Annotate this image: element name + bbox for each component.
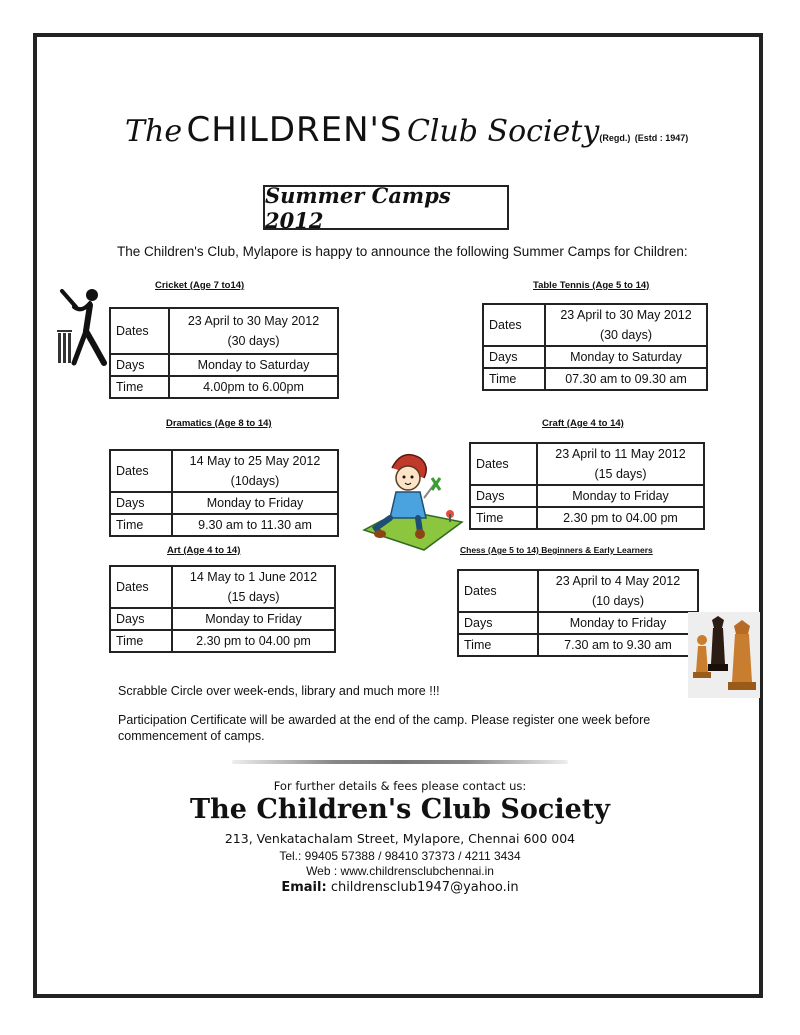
divider-line <box>232 760 568 764</box>
cricket-caption: Cricket (Age 7 to14) <box>155 280 245 291</box>
dates-text: 23 April to 4 May 2012 <box>555 574 681 588</box>
table-row <box>110 354 338 376</box>
table-row <box>110 492 338 514</box>
table-row <box>110 566 335 608</box>
email-line <box>0 880 800 895</box>
email-link[interactable]: childrensclub1947@yahoo.in <box>330 880 519 895</box>
dates-label: Dates <box>458 570 538 612</box>
table-row <box>483 368 707 390</box>
table-tennis-table <box>482 303 708 391</box>
table-row <box>110 308 338 354</box>
days-value: Monday to Saturday <box>545 346 707 368</box>
dates-value <box>545 304 707 346</box>
intro-text: The Children's Club, Mylapore is happy to announce the following Summer Camps for Children: <box>117 244 688 259</box>
days-label: Days <box>110 354 169 376</box>
table-row <box>110 514 338 536</box>
dates-label: Dates <box>470 443 537 485</box>
org-name: The Children's Club Society <box>190 794 610 825</box>
email-label: Email: <box>281 880 327 895</box>
time-label: Time <box>110 514 172 536</box>
days-label: Days <box>110 608 172 630</box>
time-label: Time <box>458 634 538 656</box>
dates-duration: (30 days) <box>599 328 653 342</box>
days-value: Monday to Saturday <box>169 354 338 376</box>
dramatics-table <box>109 449 339 537</box>
time-value: 7.30 am to 9.30 am <box>538 634 698 656</box>
art-table <box>109 565 336 653</box>
table-row <box>470 485 704 507</box>
logo-club-society: Club Society <box>406 114 600 149</box>
art-caption: Art (Age 4 to 14) <box>167 545 241 556</box>
time-label: Time <box>110 630 172 652</box>
address: 213, Venkatachalam Street, Mylapore, Chennai 600 004 <box>224 831 576 846</box>
cricket-table <box>109 307 339 399</box>
table-row <box>110 608 335 630</box>
days-value: Monday to Friday <box>172 608 335 630</box>
days-value: Monday to Friday <box>538 612 698 634</box>
chess-caption: Chess (Age 5 to 14) Beginners & Early Learners <box>460 545 653 555</box>
logo-the: The <box>125 114 183 149</box>
table-row <box>458 634 698 656</box>
dates-text: 14 May to 25 May 2012 <box>189 454 321 468</box>
table-row <box>470 443 704 485</box>
table-tennis-caption: Table Tennis (Age 5 to 14) <box>533 280 650 291</box>
club-logo <box>125 110 689 160</box>
chess-table <box>457 569 699 657</box>
chess-pieces-icon <box>688 612 760 698</box>
dates-value <box>169 308 338 354</box>
dates-label: Dates <box>483 304 545 346</box>
estd-label: (Estd : 1947) <box>634 133 689 143</box>
table-row <box>483 346 707 368</box>
dates-label: Dates <box>110 566 172 608</box>
days-label: Days <box>458 612 538 634</box>
table-row <box>110 376 338 398</box>
dramatics-caption: Dramatics (Age 8 to 14) <box>166 418 272 429</box>
dates-text: 23 April to 30 May 2012 <box>560 308 692 322</box>
dates-duration: (15 days) <box>594 467 647 481</box>
days-label: Days <box>483 346 545 368</box>
time-label: Time <box>110 376 169 398</box>
dates-duration: (10days) <box>230 474 280 488</box>
time-label: Time <box>483 368 545 390</box>
time-label: Time <box>470 507 537 529</box>
time-value: 9.30 am to 11.30 am <box>172 514 338 536</box>
certificate-note: Participation Certificate will be awarded at the end of the camp. Please register one week before commencement of camps. <box>118 713 651 743</box>
dates-text: 14 May to 1 June 2012 <box>189 570 318 584</box>
website[interactable]: Web : www.childrensclubchennai.in <box>306 864 494 878</box>
time-value: 4.00pm to 6.00pm <box>169 376 338 398</box>
contact-line: For further details & fees please contact us: <box>273 779 527 793</box>
dates-value <box>172 566 335 608</box>
logo-childrens: CHILDREN'S <box>186 110 403 150</box>
table-row <box>458 612 698 634</box>
time-value: 07.30 am to 09.30 am <box>545 368 707 390</box>
dates-label: Dates <box>110 308 169 354</box>
days-label: Days <box>110 492 172 514</box>
dates-text: 23 April to 11 May 2012 <box>555 447 686 461</box>
regd-label: (Regd.) <box>599 133 631 143</box>
girl-crafting-icon <box>362 448 467 553</box>
dates-text: 23 April to 30 May 2012 <box>187 314 320 328</box>
table-row <box>470 507 704 529</box>
phone-numbers: Tel.: 99405 57388 / 98410 37373 / 4211 3434 <box>279 849 521 863</box>
scrabble-note: Scrabble Circle over week-ends, library and much more !!! <box>118 684 440 698</box>
dates-value <box>172 450 338 492</box>
days-value: Monday to Friday <box>172 492 338 514</box>
dates-duration: (30 days) <box>227 334 280 348</box>
table-row <box>458 570 698 612</box>
page-title-box <box>263 182 509 233</box>
craft-table <box>469 442 705 530</box>
craft-caption: Craft (Age 4 to 14) <box>542 418 624 429</box>
dates-value <box>538 570 698 612</box>
table-row <box>110 630 335 652</box>
table-row <box>110 450 338 492</box>
dates-value <box>537 443 704 485</box>
days-value: Monday to Friday <box>537 485 704 507</box>
dates-label: Dates <box>110 450 172 492</box>
page-title: Summer Camps 2012 <box>265 182 451 233</box>
days-label: Days <box>470 485 537 507</box>
table-row <box>483 304 707 346</box>
dates-duration: (15 days) <box>227 590 280 604</box>
time-value: 2.30 pm to 04.00 pm <box>172 630 335 652</box>
time-value: 2.30 pm to 04.00 pm <box>537 507 704 529</box>
cricket-player-icon <box>52 285 117 367</box>
dates-duration: (10 days) <box>591 594 645 608</box>
